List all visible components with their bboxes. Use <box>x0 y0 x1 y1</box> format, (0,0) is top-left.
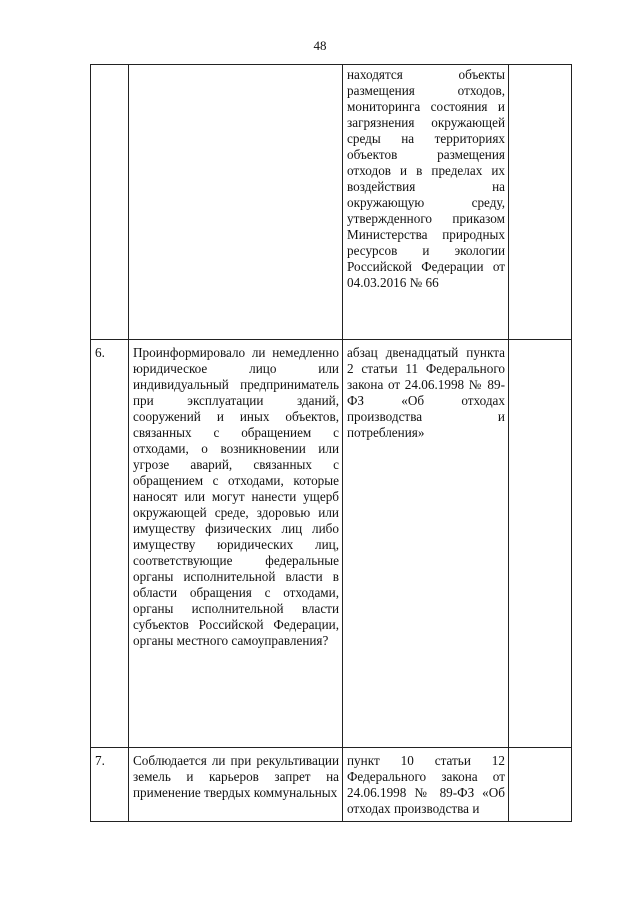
table-row <box>91 65 572 340</box>
note-cell <box>509 748 572 822</box>
question-cell: Проинформировало ли немедленно юридическое лицо или индивидуальный предприниматель при эксплуатации зданий, сооружений и иных объектов, связанных с обращением с отходами, о возникновении или угрозе аварий, связанных с обращением с отходами, которые наносят или могут нанести ущерб окружающей среде, здоровью или имуществу физических лиц либо имуществу юридических лиц, соответствующие федеральные органы исполнительной власти в области обращения с отходами, органы исполнительной власти субъектов Российской Федерации, органы местного самоуправления? <box>129 340 343 748</box>
question-cell <box>129 65 343 340</box>
note-cell <box>509 340 572 748</box>
page-number: 48 <box>313 38 327 53</box>
row-number-cell: 6. <box>91 340 129 748</box>
row-number-cell: 7. <box>91 748 129 822</box>
table-row <box>91 748 572 822</box>
question-cell: Соблюдается ли при рекультивации земель и карьеров запрет на применение твердых коммунальных <box>129 748 343 822</box>
legal-reference-cell: находятся объекты размещения отходов, мониторинга состояния и загрязнения окружающей среды на территориях объектов размещения отходов и в пределах их воздействия на окружающую среду, утвержденного приказом Министерства природных ресурсов и экологии Российской Федерации от 04.03.2016 № 66 <box>343 65 509 340</box>
note-cell <box>509 65 572 340</box>
row-number-cell <box>91 65 129 340</box>
legal-reference-cell: пункт 10 статьи 12 Федерального закона от 24.06.1998 № 89-ФЗ «Об отходах производства и <box>343 748 509 822</box>
table-row <box>91 340 572 748</box>
requirements-table <box>90 64 572 822</box>
legal-reference-cell: абзац двенадцатый пункта 2 статьи 11 Федерального закона от 24.06.1998 № 89-ФЗ «Об отходах производства и потребления» <box>343 340 509 748</box>
